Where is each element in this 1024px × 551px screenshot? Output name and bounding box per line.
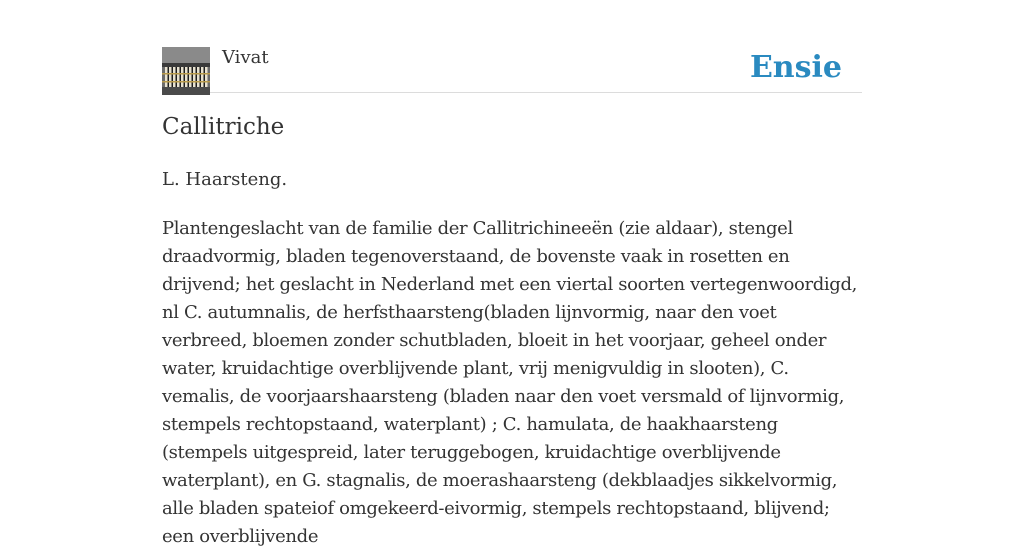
book-spines-icon bbox=[162, 47, 210, 95]
article-body: Plantengeslacht van de familie der Callitrichineeën (zie aldaar), stengel draadvormig, bladen tegenoverstaand, de bovenste vaak in rosetten en drijvend; het geslacht in Nederland met een viertal soorten vertegenwoordigd, nl C. autumnalis, de herfsthaarsteng(bladen lijnvormig, naar den voet verbreed, bloemen zonder schutbladen, bloeit in het voorjaar, geheel onder water, kruidachtige overblijvende plant, vrij menigvuldig in slooten), C. vemalis, de voorjaarshaarsteng (bladen naar den voet versmald of lijnvormig, stempels rechtopstaand, waterplant) ; C. hamulata, de haakhaarsteng (stempels uitgespreid, later teruggebogen, kruidachtige overblijvende waterplant), en G. stagnalis, de moerashaarsteng (dekblaadjes sikkelvormig, alle bladen spateiof omgekeerd-eivormig, stempels rechtopstaand, blijvend; een overblijvende bbox=[162, 218, 857, 547]
article-abbreviation: L. Haarsteng. bbox=[162, 169, 288, 190]
ensie-logo[interactable]: Ensie bbox=[749, 50, 842, 85]
source-avatar[interactable] bbox=[162, 47, 210, 95]
page-header bbox=[162, 46, 862, 93]
article-title: Callitriche bbox=[162, 114, 285, 140]
source-name[interactable]: Vivat bbox=[222, 47, 269, 68]
